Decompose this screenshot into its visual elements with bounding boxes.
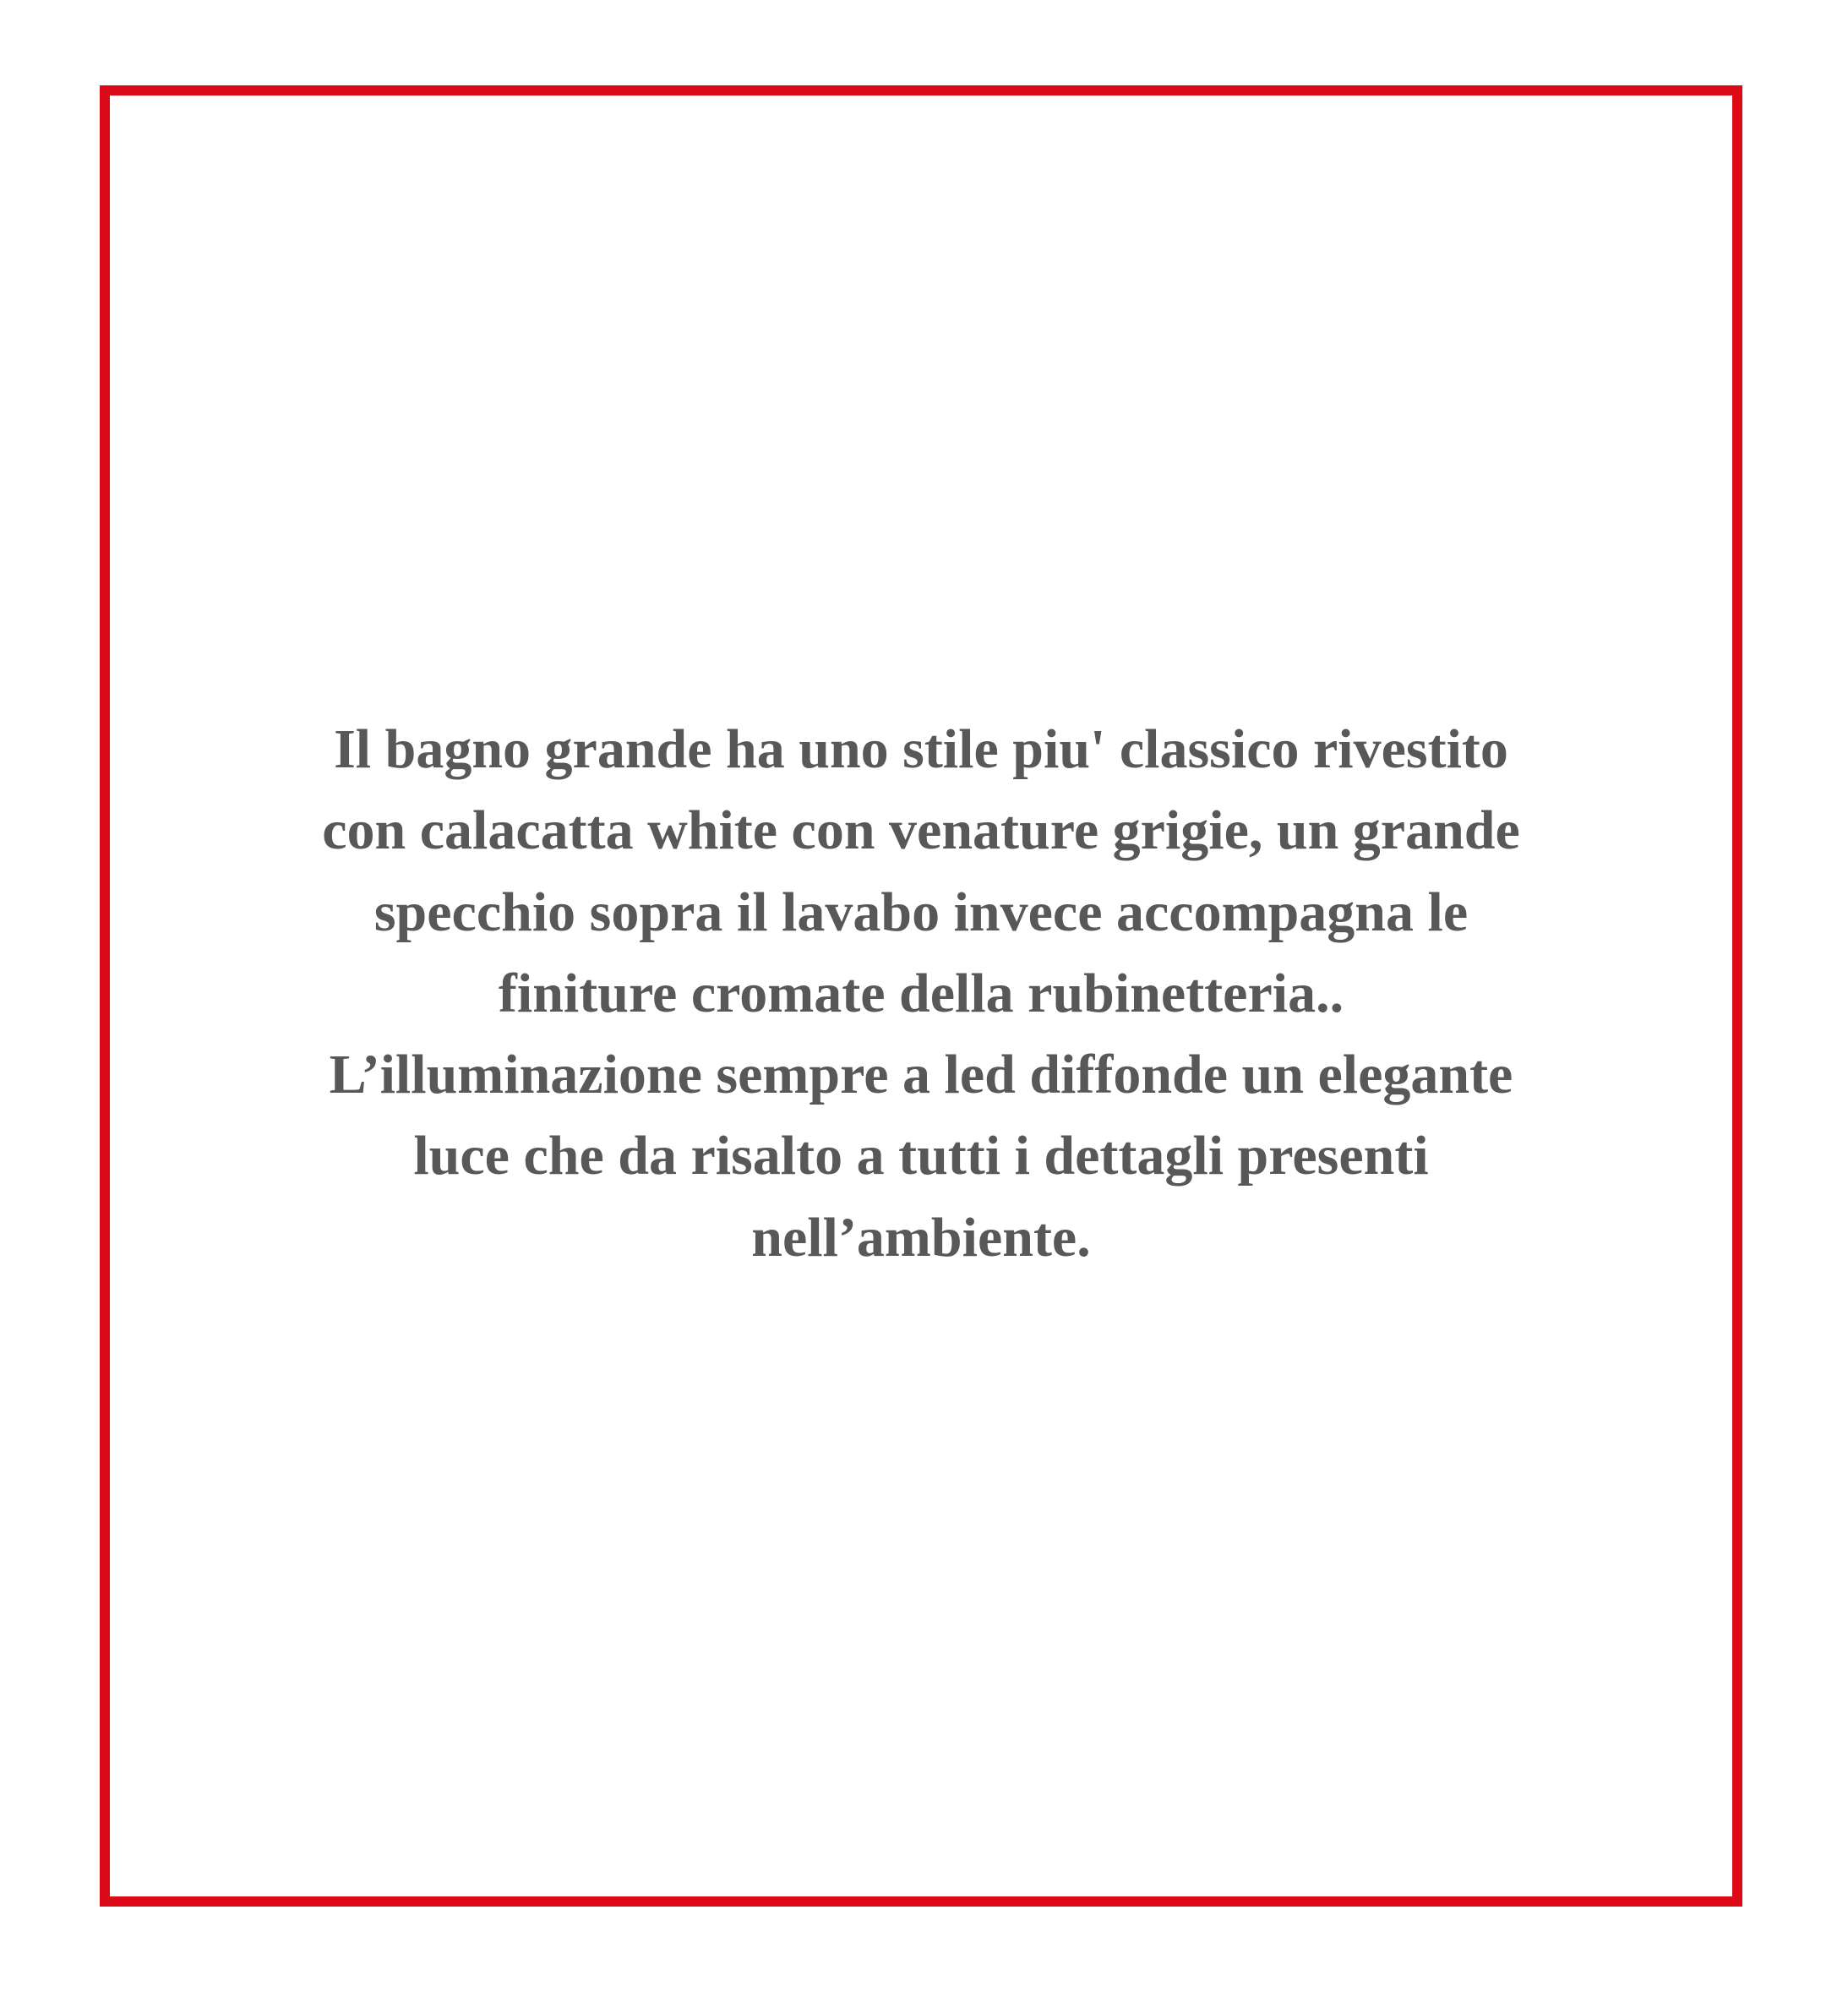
description-line-5: L’illuminazione sempre a led diffonde un elegante — [329, 1044, 1513, 1106]
description-line-7: nell’ambiente. — [751, 1206, 1091, 1269]
description-line-2: con calacatta white con venature grigie, un grande — [322, 799, 1520, 862]
description-text — [177, 709, 1665, 1279]
description-line-6: luce che da risalto a tutti i dettagli presenti — [413, 1125, 1429, 1187]
red-frame — [100, 85, 1742, 1907]
description-line-1: Il bagno grande ha uno stile piu' classico rivestito — [334, 718, 1508, 780]
description-line-4: finiture cromate della rubinetteria.. — [498, 962, 1344, 1024]
description-line-3: specchio sopra il lavabo invece accompagna le — [373, 881, 1469, 943]
